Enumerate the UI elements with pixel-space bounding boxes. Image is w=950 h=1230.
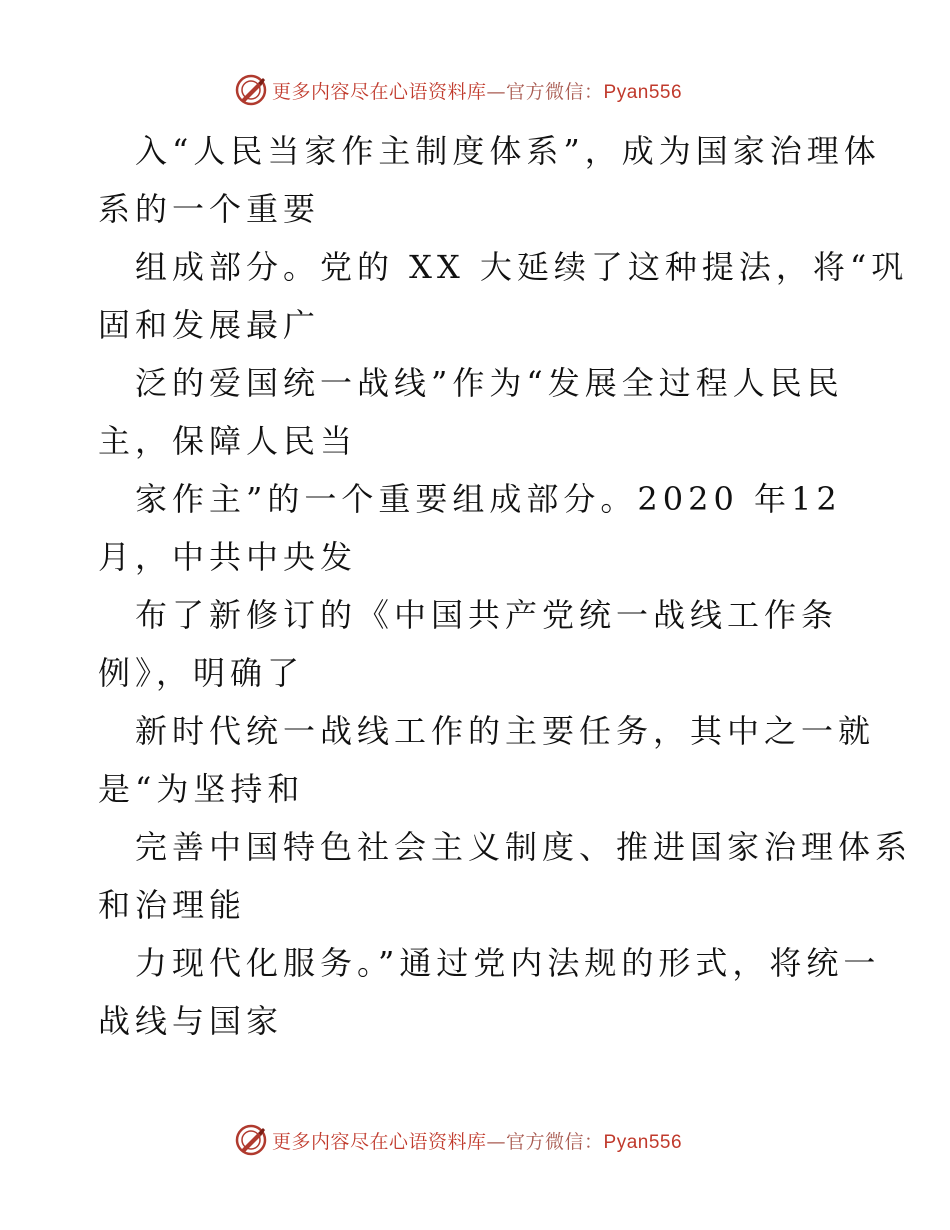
text-line: 月，中共中央发 — [98, 538, 358, 576]
text-line: 系的一个重要 — [98, 190, 321, 228]
document-body — [98, 122, 913, 1050]
text-line: 例》，明确了 — [98, 654, 305, 692]
text-line: 组成部分。党的 XX 大延续了这种提法，将“巩 — [135, 248, 909, 286]
text-line: 主，保障人民当 — [98, 422, 358, 460]
pen-logo-icon — [234, 73, 268, 107]
watermark-text: 更多内容尽在心语资料库—官方微信：Pyan556 — [272, 80, 683, 103]
text-line: 入“人民当家作主制度体系”，成为国家治理体 — [135, 132, 881, 170]
watermark-text: 更多内容尽在心语资料库—官方微信：Pyan556 — [272, 1130, 683, 1153]
text-line: 战线与国家 — [98, 1002, 284, 1040]
footer-watermark — [234, 1122, 682, 1158]
text-line: 泛的爱国统一战线”作为“发展全过程人民民 — [135, 364, 844, 402]
text-line: 力现代化服务。”通过党内法规的形式，将统一 — [135, 944, 881, 982]
text-line: 固和发展最广 — [98, 306, 321, 344]
text-line: 家作主”的一个重要组成部分。2020 年12 — [135, 480, 842, 518]
text-line: 布了新修订的《中国共产党统一战线工作条 — [135, 596, 839, 634]
pen-logo-icon — [234, 1123, 268, 1157]
text-line: 是“为坚持和 — [98, 770, 305, 808]
text-line: 和治理能 — [98, 886, 247, 924]
header-watermark — [234, 72, 682, 108]
text-line: 新时代统一战线工作的主要任务，其中之一就 — [135, 712, 876, 750]
text-line: 完善中国特色社会主义制度、推进国家治理体系 — [135, 828, 913, 866]
